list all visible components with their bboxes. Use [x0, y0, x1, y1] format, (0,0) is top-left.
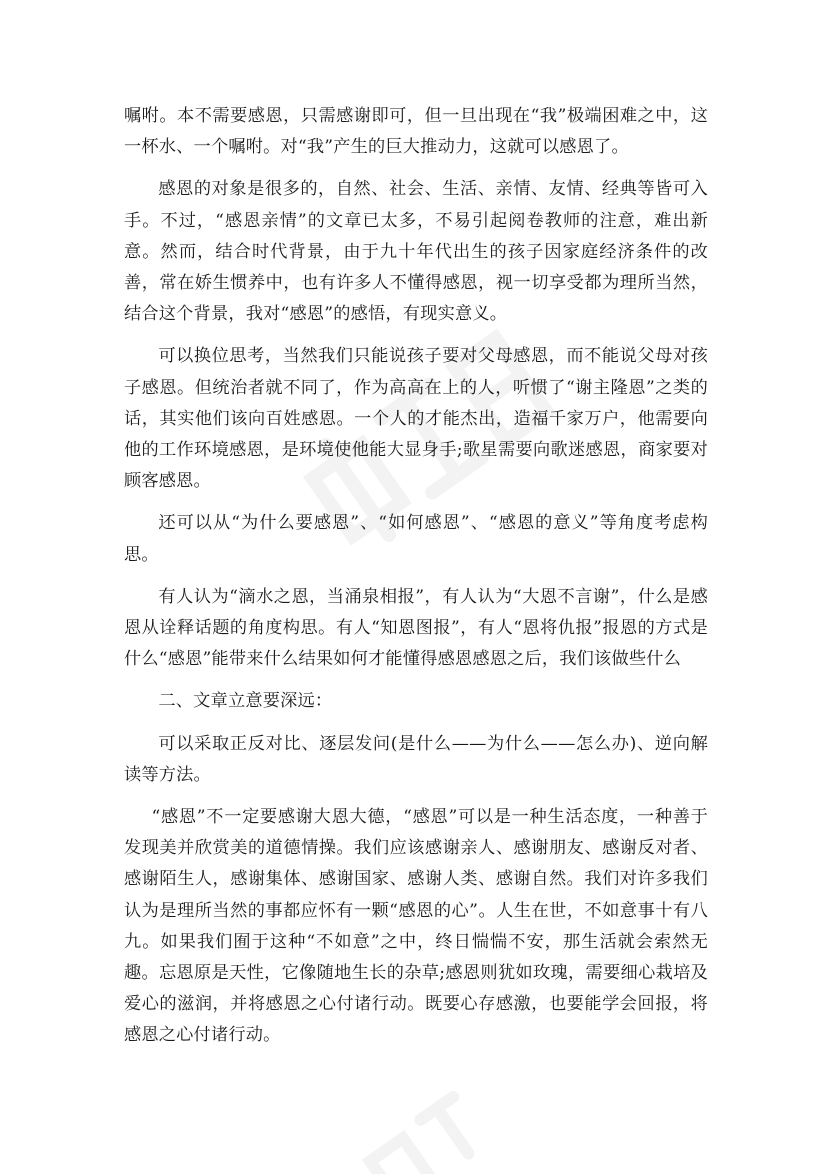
watermark-icon [345, 1075, 505, 1174]
paragraph: 还可以从“为什么要感恩”、“如何感恩”、“感恩的意义”等角度考虑构思。 [124, 513, 708, 565]
paragraph: 嘱咐。本不需要感恩，只需感谢即可，但一旦出现在“我”极端困难之中，这一杯水、一个嘱咐。对“我”产生的巨大推动力，这就可以感恩了。 [124, 106, 708, 158]
paragraph: “感恩”不一定要感谢大恩大德，“感恩”可以是一种生活态度，一种善于发现美并欣赏美的道德情操。我们应该感谢亲人、感谢朋友、感谢反对者、感谢陌生人，感谢集体、感谢国家、感谢人类、感谢自然。我们对许多我们认为是理所当然的事都应怀有一颗“感恩的心”。人生在世，不如意事十有八九。如果我们囿于这种“不如意”之中，终日惴惴不安，那生活就会索然无趣。忘恩原是天性，它像随地生长的杂草;感恩则犹如玫瑰，需要细心栽培及爱心的滋润，并将感恩之心付诸行动。既要心存感激，也要能学会回报，将感恩之心付诸行动。 [124, 807, 708, 1046]
paragraph: 感恩的对象是很多的，自然、社会、生活、亲情、友情、经典等皆可入手。不过，“感恩亲情”的文章已太多，不易引起阅卷教师的注意，难出新意。然而，结合时代背景，由于九十年代出生的孩子因家庭经济条件的改善，常在娇生惯养中，也有许多人不懂得感恩，视一切享受都为理所当然，结合这个背景，我对“感恩”的感悟，有现实意义。 [124, 179, 708, 325]
paragraph: 有人认为“滴水之恩，当涌泉相报”，有人认为“大恩不言谢”，什么是感恩从诠释话题的角度构思。有人“知恩图报”，有人“恩将仇报”报恩的方式是什么“感恩”能带来什么结果如何才能懂得感恩感恩之后，我们该做些什么 [124, 586, 708, 670]
section-heading: 二、文章立意要深远： [158, 691, 333, 712]
paragraph: 可以换位思考，当然我们只能说孩子要对父母感恩，而不能说父母对孩子感恩。但统治者就不同了，作为高高在上的人，听惯了“谢主隆恩”之类的话，其实他们该向百姓感恩。一个人的才能杰出，造福千家万户，他需要向他的工作环境感恩，是环境使他能大显身手;歌星需要向歌迷感恩，商家要对顾客感恩。 [124, 346, 708, 492]
document-body [124, 101, 708, 1063]
paragraph: 可以采取正反对比、逐层发问(是什么——为什么——怎么办)、逆向解读等方法。 [124, 733, 708, 785]
